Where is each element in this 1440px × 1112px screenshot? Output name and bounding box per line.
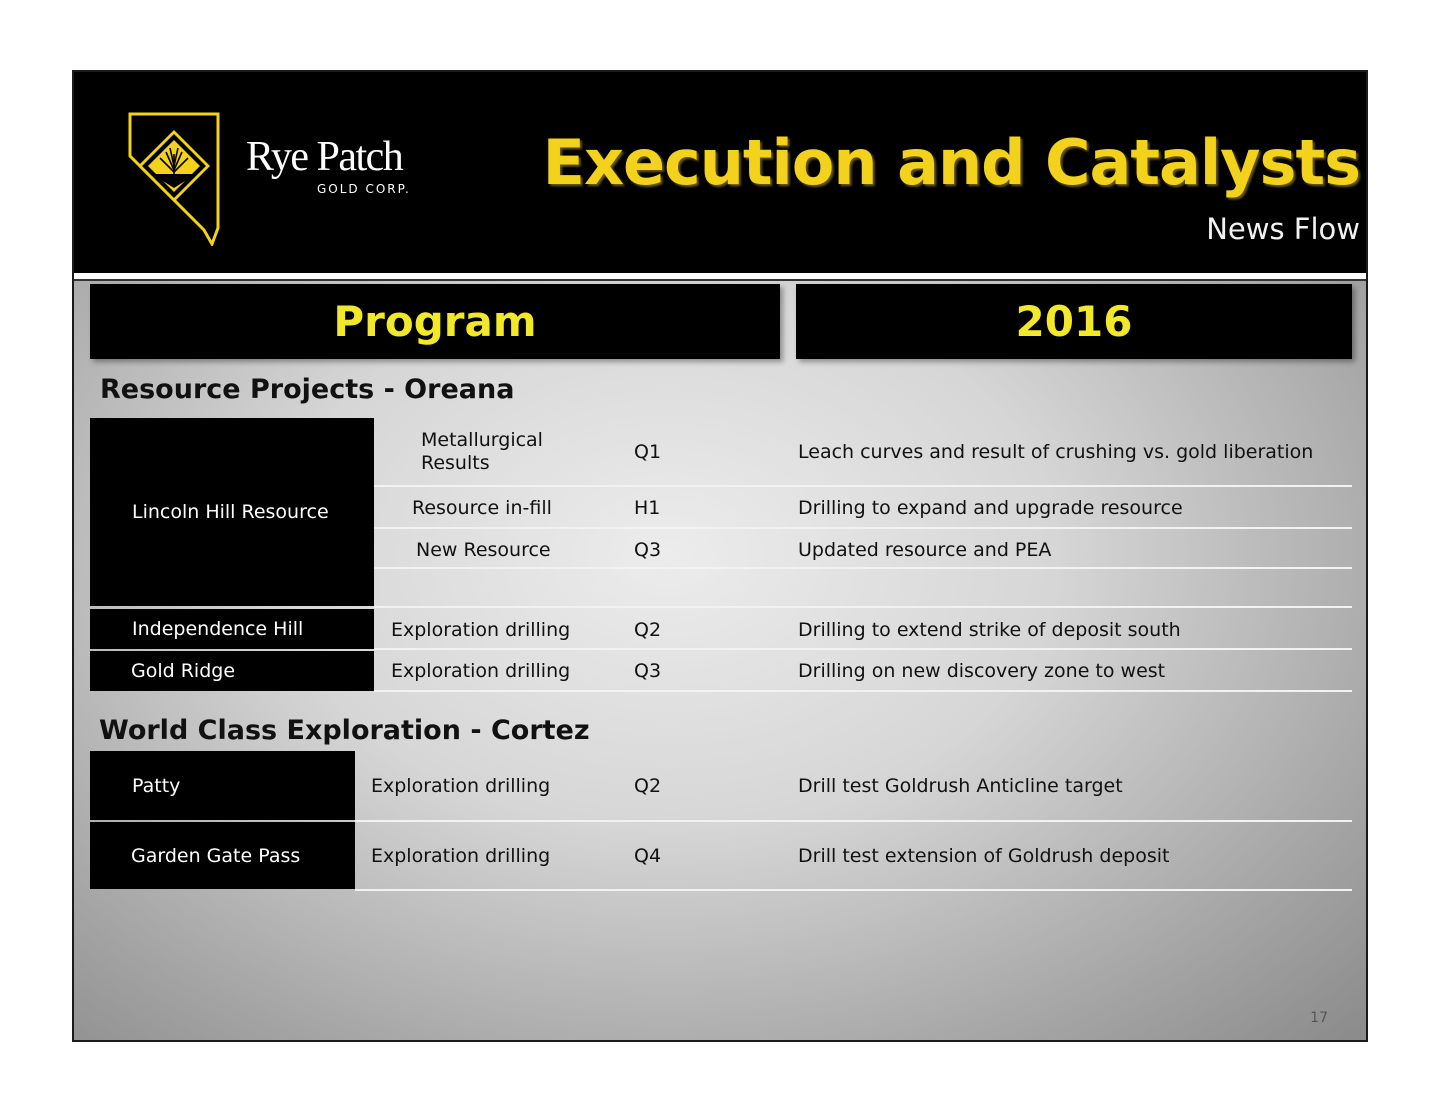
quarter-cell: H1: [634, 497, 661, 519]
description-cell: Drill test extension of Goldrush deposit: [798, 845, 1170, 867]
description-cell: Drill test Goldrush Anticline target: [798, 775, 1123, 797]
program-cell: Resource in-fill: [412, 497, 552, 519]
slide: [72, 70, 1368, 1042]
row-divider: [355, 889, 1352, 891]
description-cell: Leach curves and result of crushing vs. gold liberation: [798, 441, 1314, 463]
row-divider: [374, 690, 1352, 692]
row-divider: [374, 648, 1352, 650]
slide-subtitle: News Flow: [1206, 212, 1360, 246]
rye-patch-logo-icon: [126, 110, 226, 246]
quarter-cell: Q3: [634, 660, 662, 682]
section-title-cortez: World Class Exploration - Cortez: [99, 715, 590, 746]
project-lincoln-hill: Lincoln Hill Resource: [90, 418, 374, 606]
quarter-cell: Q2: [634, 619, 662, 641]
row-divider: [355, 820, 1352, 822]
section-title-oreana: Resource Projects - Oreana: [100, 374, 515, 405]
row-divider: [374, 527, 1352, 529]
year-column-header: 2016: [796, 284, 1352, 359]
program-cell: Exploration drilling: [391, 660, 571, 682]
program-cell: Exploration drilling: [371, 775, 551, 797]
description-cell: Drilling to expand and upgrade resource: [798, 497, 1183, 519]
quarter-cell: Q1: [634, 441, 662, 463]
description-cell: Updated resource and PEA: [798, 539, 1052, 561]
program-cell: Exploration drilling: [371, 845, 551, 867]
program-cell: Metallurgical Results: [421, 429, 543, 474]
description-cell: Drilling on new discovery zone to west: [798, 660, 1166, 682]
logo-subtitle: GOLD CORP.: [317, 182, 411, 196]
header-divider: [74, 273, 1366, 281]
program-cell: New Resource: [416, 539, 551, 561]
quarter-cell: Q2: [634, 775, 662, 797]
slide-title: Execution and Catalysts: [542, 126, 1360, 199]
program-cell: Exploration drilling: [391, 619, 571, 641]
project-independence-hill: Independence Hill: [90, 609, 374, 649]
quarter-cell: Q3: [634, 539, 662, 561]
project-garden-gate-pass: Garden Gate Pass: [90, 822, 355, 889]
program-column-header: Program: [90, 284, 780, 359]
project-gold-ridge: Gold Ridge: [90, 651, 374, 691]
row-divider: [374, 567, 1352, 569]
logo-wordmark: Rye Patch: [246, 134, 403, 180]
quarter-cell: Q4: [634, 845, 662, 867]
page-number: 17: [1310, 1010, 1328, 1026]
slide-header: [74, 72, 1366, 273]
row-divider: [374, 485, 1352, 487]
description-cell: Drilling to extend strike of deposit south: [798, 619, 1181, 641]
project-patty: Patty: [90, 751, 355, 820]
row-divider: [374, 606, 1352, 608]
